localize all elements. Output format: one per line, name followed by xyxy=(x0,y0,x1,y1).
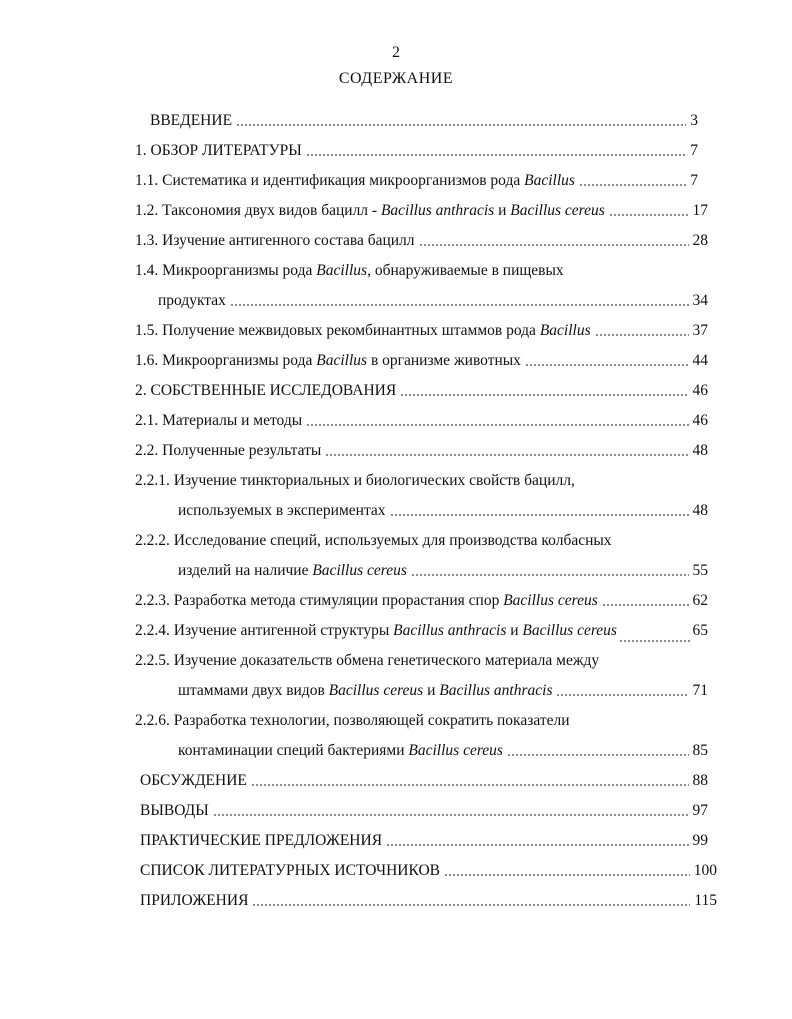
toc-entry[interactable] xyxy=(135,198,708,222)
leader-dots xyxy=(444,874,690,876)
leader-dots xyxy=(525,364,689,366)
toc-entry[interactable] xyxy=(140,798,708,822)
toc-entry-text: 2.2.4. Изучение антигенной структуры Bacillus anthracis и Bacillus cereus xyxy=(135,622,617,639)
leader-dots xyxy=(602,604,689,606)
leader-dots xyxy=(390,514,689,516)
toc-entry-text: используемых в экспериментах xyxy=(178,502,386,519)
toc-entry[interactable] xyxy=(158,288,708,312)
toc-entry-text: 1.2. Таксономия двух видов бацилл - Bacillus anthracis и Bacillus cereus xyxy=(135,202,605,219)
toc-entry-text: 1.1. Систематика и идентификация микроорганизмов рода Bacillus xyxy=(135,172,575,189)
toc-entry[interactable] xyxy=(135,168,698,192)
leader-dots xyxy=(419,244,689,246)
toc-page-number: 37 xyxy=(692,322,708,339)
leader-dots xyxy=(619,640,691,642)
toc-page-number: 115 xyxy=(694,892,717,909)
toc-entry[interactable] xyxy=(135,138,698,162)
toc-entry[interactable] xyxy=(178,558,708,582)
leader-dots xyxy=(251,784,689,786)
toc-entry-first-line[interactable] xyxy=(135,528,612,552)
toc-entry-text: 2.2.6. Разработка технологии, позволяющей сократить показатели xyxy=(135,712,570,729)
toc-entry[interactable] xyxy=(135,618,708,642)
toc-entry-text: ВВЕДЕНИЕ xyxy=(150,112,233,129)
toc-entry[interactable] xyxy=(178,678,708,702)
toc-page-number: 100 xyxy=(693,862,717,879)
toc-entry[interactable] xyxy=(178,738,708,762)
leader-dots xyxy=(213,814,689,816)
toc-page-number: 62 xyxy=(692,592,708,609)
toc-entry-first-line[interactable] xyxy=(135,468,575,492)
toc-page-number: 88 xyxy=(692,772,708,789)
leader-dots xyxy=(236,124,686,126)
page-number: 2 xyxy=(392,44,400,61)
leader-dots xyxy=(411,574,689,576)
leader-dots xyxy=(579,184,686,186)
leader-dots xyxy=(609,214,689,216)
toc-entry-text: 2.2.5. Изучение доказательств обмена генетического материала между xyxy=(135,652,600,669)
leader-dots xyxy=(386,844,688,846)
toc-entry-text: ПРИЛОЖЕНИЯ xyxy=(140,892,249,909)
toc-entry-text: ВЫВОДЫ xyxy=(140,802,209,819)
toc-entry-text: 1.3. Изучение антигенного состава бацилл xyxy=(135,232,415,249)
toc-page-number: 17 xyxy=(692,202,708,219)
toc-entry-text: 2.2.1. Изучение тинкториальных и биологических свойств бацилл, xyxy=(135,472,575,489)
toc-page-number: 46 xyxy=(692,382,708,399)
leader-dots xyxy=(400,394,688,396)
toc-entry-text: контаминации специй бактериями Bacillus cereus xyxy=(178,742,503,759)
toc-entry-first-line[interactable] xyxy=(135,648,599,672)
toc-entry-text: ПРАКТИЧЕСКИЕ ПРЕДЛОЖЕНИЯ xyxy=(140,832,383,849)
leader-dots xyxy=(325,454,688,456)
toc-entry-text: изделий на наличие Bacillus cereus xyxy=(178,562,407,579)
toc-page-number: 55 xyxy=(692,562,708,579)
toc-page-number: 34 xyxy=(692,292,708,309)
toc-entry-text: 2.1. Материалы и методы xyxy=(135,412,303,429)
toc-entry-text: 2.2. Полученные результаты xyxy=(135,442,322,459)
toc-page-number: 7 xyxy=(690,172,698,189)
toc-page-number: 99 xyxy=(692,832,708,849)
toc-entry-text: 1.5. Получение межвидовых рекомбинантных штаммов рода Bacillus xyxy=(135,322,591,339)
toc-entry-text: 1.6. Микроорганизмы рода Bacillus в организме животных xyxy=(135,352,521,369)
page-title: СОДЕРЖАНИЕ xyxy=(338,70,454,87)
toc-page-number: 97 xyxy=(692,802,708,819)
toc-entry-text: 2.2.2. Исследование специй, используемых для производства колбасных xyxy=(135,532,612,549)
toc-entry[interactable] xyxy=(135,318,708,342)
toc-page-number: 85 xyxy=(692,742,708,759)
toc-entry[interactable] xyxy=(140,858,717,882)
toc-entry-text: 1.4. Микроорганизмы рода Bacillus, обнаруживаемые в пищевых xyxy=(135,262,564,279)
toc-entry-first-line[interactable] xyxy=(135,258,564,282)
toc-page-number: 71 xyxy=(692,682,708,699)
toc-entry[interactable] xyxy=(135,438,708,462)
leader-dots xyxy=(252,904,690,906)
leader-dots xyxy=(556,694,688,696)
toc-entry[interactable] xyxy=(135,228,708,252)
toc-entry-intro[interactable] xyxy=(150,108,698,132)
toc-page-number: 46 xyxy=(692,412,708,429)
toc-entry-first-line[interactable] xyxy=(135,708,570,732)
toc-entry-text: СПИСОК ЛИТЕРАТУРНЫХ ИСТОЧНИКОВ xyxy=(140,862,440,879)
toc-entry[interactable] xyxy=(135,408,708,432)
toc-page-number: 48 xyxy=(692,502,708,519)
toc-entry-text: штаммами двух видов Bacillus cereus и Bacillus anthracis xyxy=(178,682,553,699)
toc-page-number: 44 xyxy=(692,352,708,369)
toc-page-number: 7 xyxy=(690,142,698,159)
toc-entry-text: продуктах xyxy=(158,292,226,309)
toc-entry-text: 2. СОБСТВЕННЫЕ ИССЛЕДОВАНИЯ xyxy=(135,382,397,399)
toc-entry[interactable] xyxy=(135,348,708,372)
leader-dots xyxy=(306,424,688,426)
toc-entry[interactable] xyxy=(135,588,708,612)
toc-page-number: 28 xyxy=(692,232,708,249)
toc-entry[interactable] xyxy=(140,888,717,912)
toc-page-number: 48 xyxy=(692,442,708,459)
toc-entry[interactable] xyxy=(140,828,708,852)
leader-dots xyxy=(507,754,689,756)
leader-dots xyxy=(230,304,689,306)
toc-entry[interactable] xyxy=(140,768,708,792)
toc-page-number: 3 xyxy=(690,112,698,129)
toc-entry-text: 1. ОБЗОР ЛИТЕРАТУРЫ xyxy=(135,142,302,159)
toc-entry-text: ОБСУЖДЕНИЕ xyxy=(140,772,247,789)
leader-dots xyxy=(595,334,689,336)
toc-entry-text: 2.2.3. Разработка метода стимуляции прорастания спор Bacillus cereus xyxy=(135,592,598,609)
leader-dots xyxy=(306,154,687,156)
toc-entry[interactable] xyxy=(135,378,708,402)
toc-entry[interactable] xyxy=(178,498,708,522)
toc-page-number: 65 xyxy=(692,622,708,639)
